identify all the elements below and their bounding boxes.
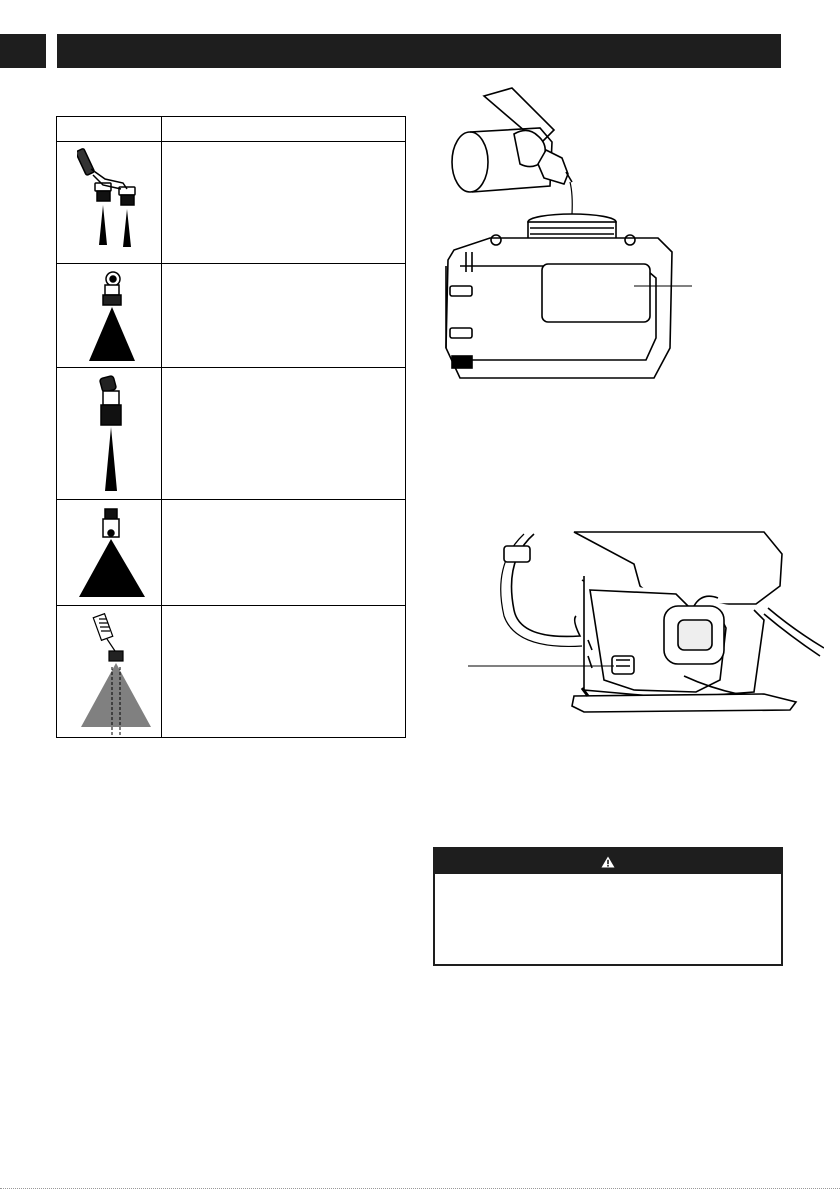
table-row-divider	[57, 263, 405, 264]
dual-nozzle-icon	[77, 145, 143, 257]
page-bottom-rule	[0, 1188, 840, 1189]
table-row-divider	[57, 367, 405, 368]
language-tab	[0, 34, 46, 68]
warning-triangle-icon	[601, 856, 615, 868]
table-row-divider	[57, 605, 405, 606]
adjustable-nozzle-icon	[77, 609, 159, 737]
jet-nozzle-icon	[89, 371, 135, 495]
section-title-bar	[57, 34, 781, 68]
pump-lever-illustration	[464, 520, 824, 720]
cone-nozzle-icon	[85, 267, 137, 365]
nozzle-table	[56, 116, 406, 738]
fan-nozzle-icon	[77, 505, 149, 599]
table-header-divider	[57, 141, 405, 142]
tank-filling-illustration	[420, 82, 710, 382]
table-column-divider	[161, 117, 162, 737]
table-row-divider	[57, 499, 405, 500]
warning-box	[433, 847, 783, 966]
warning-header	[435, 849, 781, 874]
